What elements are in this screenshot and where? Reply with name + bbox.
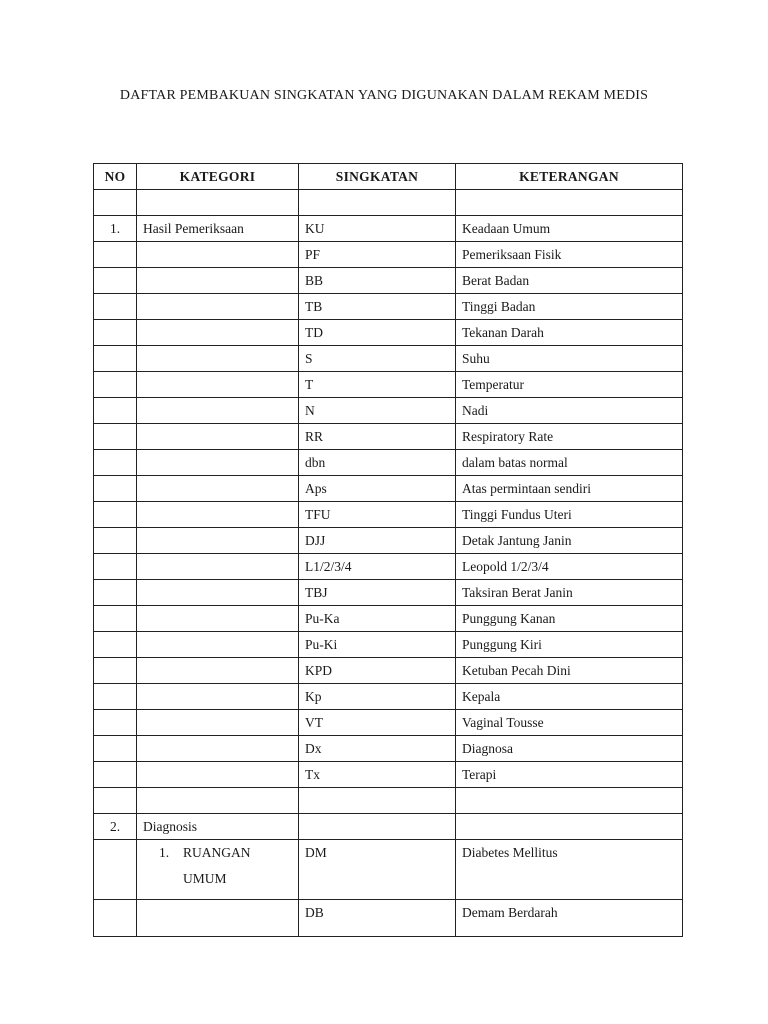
- cell-singkatan: Pu-Ki: [299, 632, 456, 658]
- table-row: [94, 398, 683, 424]
- cell-keterangan: Respiratory Rate: [456, 424, 683, 450]
- header-keterangan: KETERANGAN: [456, 164, 683, 190]
- cell-no: [94, 632, 137, 658]
- table-header-row: [94, 164, 683, 190]
- cell-keterangan: Tekanan Darah: [456, 320, 683, 346]
- cell-keterangan: Tinggi Badan: [456, 294, 683, 320]
- cell-no: [94, 762, 137, 788]
- cell-kategori: [137, 658, 299, 684]
- cell-keterangan: dalam batas normal: [456, 450, 683, 476]
- cell-keterangan: [456, 788, 683, 814]
- cell-no: [94, 372, 137, 398]
- cell-kategori: [137, 346, 299, 372]
- cell-singkatan: KPD: [299, 658, 456, 684]
- cell-no: 1.: [94, 216, 137, 242]
- cell-no: [94, 450, 137, 476]
- cell-singkatan: BB: [299, 268, 456, 294]
- cell-singkatan: PF: [299, 242, 456, 268]
- table-row: [94, 190, 683, 216]
- cell-kategori: [137, 580, 299, 606]
- cell-no: [94, 840, 137, 900]
- cell-kategori: [137, 190, 299, 216]
- cell-singkatan: RR: [299, 424, 456, 450]
- cell-keterangan: Keadaan Umum: [456, 216, 683, 242]
- cell-kategori: [137, 900, 299, 937]
- table-row: [94, 710, 683, 736]
- cell-kategori: [137, 528, 299, 554]
- table-row: [94, 684, 683, 710]
- cell-keterangan: [456, 814, 683, 840]
- cell-keterangan: Nadi: [456, 398, 683, 424]
- cell-no: [94, 606, 137, 632]
- cell-no: [94, 398, 137, 424]
- cell-kategori: Hasil Pemeriksaan: [137, 216, 299, 242]
- cell-singkatan: [299, 788, 456, 814]
- table-row: [94, 346, 683, 372]
- cell-singkatan: KU: [299, 216, 456, 242]
- cell-keterangan: Vaginal Tousse: [456, 710, 683, 736]
- cell-keterangan: Ketuban Pecah Dini: [456, 658, 683, 684]
- cell-kategori: [137, 788, 299, 814]
- cell-no: [94, 242, 137, 268]
- cell-no: [94, 528, 137, 554]
- table-row: [94, 242, 683, 268]
- cell-no: [94, 268, 137, 294]
- cell-no: [94, 424, 137, 450]
- cell-keterangan: Taksiran Berat Janin: [456, 580, 683, 606]
- cell-no: [94, 658, 137, 684]
- cell-singkatan: [299, 814, 456, 840]
- cell-singkatan: Aps: [299, 476, 456, 502]
- cell-keterangan: Diabetes Mellitus: [456, 840, 683, 900]
- table-row: [94, 788, 683, 814]
- cell-kategori: [137, 398, 299, 424]
- cell-keterangan: Detak Jantung Janin: [456, 528, 683, 554]
- abbreviation-table: [93, 163, 683, 937]
- cell-keterangan: Suhu: [456, 346, 683, 372]
- cell-no: [94, 900, 137, 937]
- table-row: [94, 320, 683, 346]
- cell-keterangan: Pemeriksaan Fisik: [456, 242, 683, 268]
- cell-kategori: [137, 762, 299, 788]
- cell-kategori: [137, 554, 299, 580]
- table-row: [94, 216, 683, 242]
- cell-singkatan: N: [299, 398, 456, 424]
- table-row: [94, 476, 683, 502]
- cell-singkatan: S: [299, 346, 456, 372]
- cell-keterangan: Atas permintaan sendiri: [456, 476, 683, 502]
- cell-keterangan: [456, 190, 683, 216]
- cell-no: [94, 294, 137, 320]
- cell-kategori: Diagnosis: [137, 814, 299, 840]
- cell-keterangan: Punggung Kanan: [456, 606, 683, 632]
- cell-kategori: [137, 710, 299, 736]
- cell-keterangan: Punggung Kiri: [456, 632, 683, 658]
- cell-no: 2.: [94, 814, 137, 840]
- cell-singkatan: L1/2/3/4: [299, 554, 456, 580]
- cell-no: [94, 554, 137, 580]
- cell-keterangan: Terapi: [456, 762, 683, 788]
- cell-kategori: [137, 450, 299, 476]
- cell-singkatan: DJJ: [299, 528, 456, 554]
- cell-singkatan: T: [299, 372, 456, 398]
- cell-kategori: [137, 372, 299, 398]
- table-row: [94, 268, 683, 294]
- cell-kategori: [137, 268, 299, 294]
- cell-singkatan: [299, 190, 456, 216]
- cell-no: [94, 736, 137, 762]
- ruangan-label: RUANGAN UMUM: [183, 845, 251, 886]
- cell-singkatan: TB: [299, 294, 456, 320]
- cell-no: [94, 320, 137, 346]
- cell-no: [94, 502, 137, 528]
- cell-kategori: [137, 606, 299, 632]
- table-row-ruangan: [94, 840, 683, 900]
- cell-kategori: [137, 502, 299, 528]
- cell-kategori: [137, 242, 299, 268]
- cell-kategori: [137, 632, 299, 658]
- cell-singkatan: DM: [299, 840, 456, 900]
- cell-kategori: [137, 736, 299, 762]
- cell-singkatan: Tx: [299, 762, 456, 788]
- cell-kategori: [137, 294, 299, 320]
- table-row: [94, 606, 683, 632]
- cell-keterangan: Temperatur: [456, 372, 683, 398]
- cell-no: [94, 190, 137, 216]
- header-kategori: KATEGORI: [137, 164, 299, 190]
- cell-keterangan: Leopold 1/2/3/4: [456, 554, 683, 580]
- table-row: [94, 528, 683, 554]
- cell-kategori: [137, 424, 299, 450]
- table-row: [94, 372, 683, 398]
- cell-singkatan: VT: [299, 710, 456, 736]
- table-row: [94, 900, 683, 937]
- ruangan-number: 1.: [159, 845, 170, 860]
- cell-no: [94, 580, 137, 606]
- cell-singkatan: Pu-Ka: [299, 606, 456, 632]
- table-row: [94, 450, 683, 476]
- cell-keterangan: Berat Badan: [456, 268, 683, 294]
- table-row: [94, 424, 683, 450]
- cell-singkatan: Kp: [299, 684, 456, 710]
- cell-kategori: [137, 476, 299, 502]
- cell-no: [94, 788, 137, 814]
- document-title: DAFTAR PEMBAKUAN SINGKATAN YANG DIGUNAKAN DALAM REKAM MEDIS: [119, 88, 649, 103]
- cell-singkatan: TBJ: [299, 580, 456, 606]
- cell-singkatan: TD: [299, 320, 456, 346]
- cell-kategori: [137, 684, 299, 710]
- cell-no: [94, 476, 137, 502]
- cell-singkatan: TFU: [299, 502, 456, 528]
- cell-kategori: [137, 320, 299, 346]
- cell-keterangan: Tinggi Fundus Uteri: [456, 502, 683, 528]
- cell-singkatan: Dx: [299, 736, 456, 762]
- table-row: [94, 580, 683, 606]
- table-row: [94, 762, 683, 788]
- table-row: [94, 814, 683, 840]
- cell-keterangan: Kepala: [456, 684, 683, 710]
- table-row: [94, 736, 683, 762]
- header-singkatan: SINGKATAN: [299, 164, 456, 190]
- table-row: [94, 554, 683, 580]
- cell-keterangan: Demam Berdarah: [456, 900, 683, 937]
- cell-keterangan: Diagnosa: [456, 736, 683, 762]
- header-no: NO: [94, 164, 137, 190]
- cell-singkatan: DB: [299, 900, 456, 937]
- table-row: [94, 502, 683, 528]
- cell-kategori: [137, 840, 299, 900]
- cell-no: [94, 684, 137, 710]
- cell-singkatan: dbn: [299, 450, 456, 476]
- table-row: [94, 294, 683, 320]
- cell-no: [94, 710, 137, 736]
- cell-no: [94, 346, 137, 372]
- table-row: [94, 632, 683, 658]
- table-row: [94, 658, 683, 684]
